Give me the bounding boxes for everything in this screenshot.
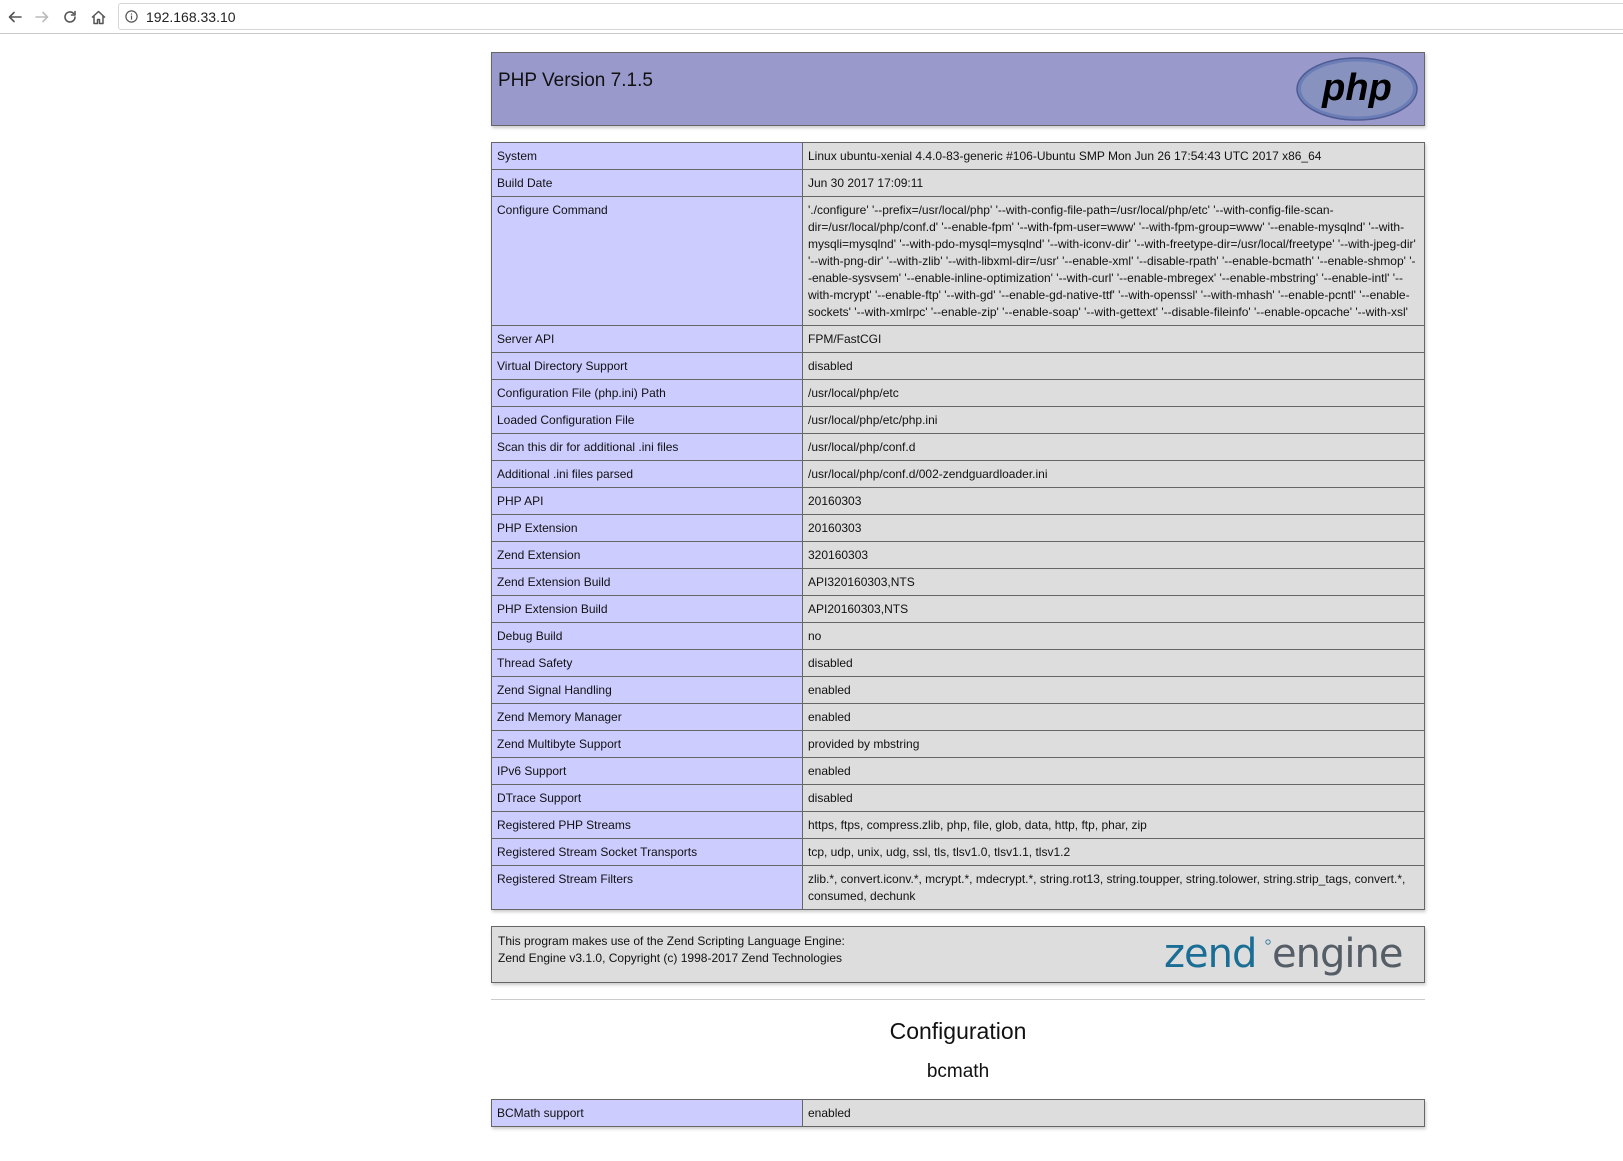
- setting-name: Registered PHP Streams: [492, 812, 803, 839]
- zend-logo-word: zend: [1164, 931, 1257, 977]
- setting-name: Configure Command: [492, 197, 803, 326]
- setting-value: 20160303: [803, 488, 1425, 515]
- setting-name: Zend Memory Manager: [492, 704, 803, 731]
- info-table-row: [492, 197, 1425, 326]
- setting-value: /usr/local/php/conf.d: [803, 434, 1425, 461]
- setting-name: Loaded Configuration File: [492, 407, 803, 434]
- forward-arrow-icon[interactable]: [30, 5, 54, 29]
- setting-value: provided by mbstring: [803, 731, 1425, 758]
- setting-name: Registered Stream Filters: [492, 866, 803, 910]
- info-icon[interactable]: [125, 10, 138, 23]
- php-info-table: [491, 142, 1425, 910]
- info-table-row: [492, 380, 1425, 407]
- info-table-row: [492, 866, 1425, 910]
- setting-value: API320160303,NTS: [803, 569, 1425, 596]
- info-table-row: [492, 596, 1425, 623]
- info-table-row: [492, 785, 1425, 812]
- setting-value: disabled: [803, 353, 1425, 380]
- browser-toolbar: [0, 0, 1623, 34]
- back-arrow-icon[interactable]: [3, 5, 27, 29]
- setting-value: enabled: [803, 677, 1425, 704]
- setting-name: Thread Safety: [492, 650, 803, 677]
- info-table-row: [492, 434, 1425, 461]
- setting-value: no: [803, 623, 1425, 650]
- setting-value: disabled: [803, 785, 1425, 812]
- bcmath-table-row: [492, 1100, 1425, 1127]
- divider: [491, 999, 1425, 1000]
- setting-name: Registered Stream Socket Transports: [492, 839, 803, 866]
- setting-value: enabled: [803, 1100, 1425, 1127]
- info-table-row: [492, 569, 1425, 596]
- setting-value: zlib.*, convert.iconv.*, mcrypt.*, mdecrypt.*, string.rot13, string.toupper, string.tolower, string.strip_tags, convert.*, consumed, dechunk: [803, 866, 1425, 910]
- setting-name: Configuration File (php.ini) Path: [492, 380, 803, 407]
- setting-name: DTrace Support: [492, 785, 803, 812]
- setting-value: /usr/local/php/etc: [803, 380, 1425, 407]
- info-table-row: [492, 758, 1425, 785]
- engine-logo-word: engine: [1272, 931, 1403, 977]
- zend-engine-box: [491, 926, 1425, 983]
- info-table-row: [492, 170, 1425, 197]
- setting-name: System: [492, 143, 803, 170]
- address-bar[interactable]: [118, 3, 1623, 30]
- bcmath-table: [491, 1099, 1425, 1127]
- info-table-row: [492, 677, 1425, 704]
- url-text[interactable]: 192.168.33.10: [146, 9, 236, 25]
- setting-value: /usr/local/php/etc/php.ini: [803, 407, 1425, 434]
- setting-name: PHP Extension Build: [492, 596, 803, 623]
- setting-name: Scan this dir for additional .ini files: [492, 434, 803, 461]
- setting-name: Zend Multibyte Support: [492, 731, 803, 758]
- zend-engine-logo[interactable]: [1164, 929, 1418, 981]
- info-table-row: [492, 461, 1425, 488]
- setting-name: IPv6 Support: [492, 758, 803, 785]
- zend-line-2: Zend Engine v3.1.0, Copyright (c) 1998-2017 Zend Technologies: [498, 951, 842, 965]
- setting-value: /usr/local/php/conf.d/002-zendguardloader.ini: [803, 461, 1425, 488]
- setting-name: BCMath support: [492, 1100, 803, 1127]
- setting-name: PHP Extension: [492, 515, 803, 542]
- setting-value: enabled: [803, 758, 1425, 785]
- info-table-row: [492, 731, 1425, 758]
- info-table-row: [492, 326, 1425, 353]
- setting-name: Debug Build: [492, 623, 803, 650]
- setting-value: 320160303: [803, 542, 1425, 569]
- info-table-row: [492, 353, 1425, 380]
- setting-name: Zend Extension Build: [492, 569, 803, 596]
- phpinfo-page: [491, 52, 1425, 1127]
- info-table-row: [492, 542, 1425, 569]
- setting-name: Virtual Directory Support: [492, 353, 803, 380]
- info-table-row: [492, 488, 1425, 515]
- setting-name: Server API: [492, 326, 803, 353]
- page-title: PHP Version 7.1.5: [498, 70, 653, 91]
- setting-value: tcp, udp, unix, udg, ssl, tls, tlsv1.0, tlsv1.1, tlsv1.2: [803, 839, 1425, 866]
- setting-name: Zend Signal Handling: [492, 677, 803, 704]
- info-table-row: [492, 812, 1425, 839]
- setting-value: disabled: [803, 650, 1425, 677]
- configuration-heading: Configuration: [889, 1018, 1027, 1044]
- php-version-header: [491, 52, 1425, 126]
- zend-credit-text: [498, 933, 845, 967]
- setting-value: Linux ubuntu-xenial 4.4.0-83-generic #106-Ubuntu SMP Mon Jun 26 17:54:43 UTC 2017 x86_64: [803, 143, 1425, 170]
- info-table-row: [492, 623, 1425, 650]
- setting-value: API20160303,NTS: [803, 596, 1425, 623]
- setting-value: enabled: [803, 704, 1425, 731]
- setting-value: 20160303: [803, 515, 1425, 542]
- setting-value: https, ftps, compress.zlib, php, file, glob, data, http, ftp, phar, zip: [803, 812, 1425, 839]
- info-table-row: [492, 839, 1425, 866]
- info-table-row: [492, 407, 1425, 434]
- php-logo-text: php: [1322, 67, 1392, 109]
- module-heading-bcmath[interactable]: bcmath: [926, 1061, 990, 1082]
- setting-name: Zend Extension: [492, 542, 803, 569]
- setting-value: './configure' '--prefix=/usr/local/php' '--with-config-file-path=/usr/local/php/etc' '--with-config-file-scan-dir=/usr/local/php/conf.d' '--enable-fpm' '--with-fpm-user=www' '--with-fpm-group=www' '--enable-mysqlnd' '--with-mysqli=mysqlnd' '--with-pdo-mysql=mysqlnd' '--with-iconv-dir' '--with-freetype-dir=/usr/local/freetype' '--with-jpeg-dir' '--with-png-dir' '--with-zlib' '--with-libxml-dir=/usr' '--enable-xml' '--disable-rpath' '--enable-bcmath' '--enable-shmop' '--enable-sysvsem' '--enable-inline-optimization' '--with-curl' '--enable-mbregex' '--enable-mbstring' '--enable-intl' '--with-mcrypt' '--enable-ftp' '--with-gd' '--enable-gd-native-ttf' '--with-openssl' '--with-mhash' '--enable-pcntl' '--enable-sockets' '--with-xmlrpc' '--enable-zip' '--enable-soap' '--with-gettext' '--disable-fileinfo' '--enable-opcache' '--with-xsl': [803, 197, 1425, 326]
- zend-line-1: This program makes use of the Zend Scripting Language Engine:: [498, 934, 845, 948]
- info-table-row: [492, 704, 1425, 731]
- setting-name: Build Date: [492, 170, 803, 197]
- setting-name: Additional .ini files parsed: [492, 461, 803, 488]
- info-table-row: [492, 515, 1425, 542]
- php-logo[interactable]: [1296, 57, 1418, 121]
- info-table-row: [492, 650, 1425, 677]
- reload-icon[interactable]: [58, 5, 82, 29]
- setting-name: PHP API: [492, 488, 803, 515]
- setting-value: FPM/FastCGI: [803, 326, 1425, 353]
- home-icon[interactable]: [86, 5, 110, 29]
- setting-value: Jun 30 2017 17:09:11: [803, 170, 1425, 197]
- info-table-row: [492, 143, 1425, 170]
